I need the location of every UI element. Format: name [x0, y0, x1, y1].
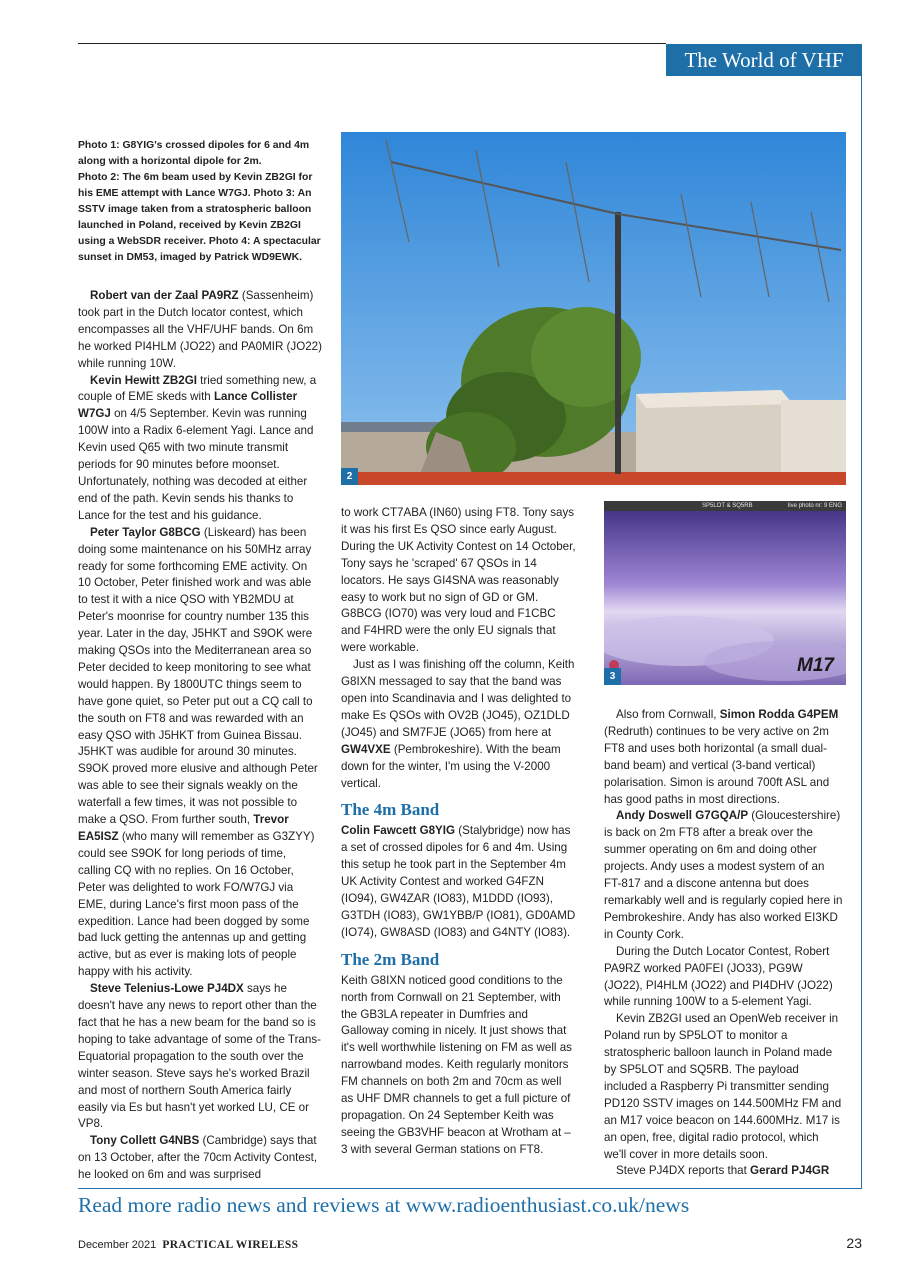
name-trevor: Trevor EA5ISZ: [78, 813, 289, 843]
right-border-line: [861, 76, 862, 1188]
name-robert: Robert van der Zaal PA9RZ: [90, 289, 239, 302]
name-colin: Colin Fawcett G8YIG: [341, 824, 456, 838]
paragraph: Peter Taylor G8BCG (Liskeard) has been doing some maintenance on his 50MHz array ready for some forthcoming EME activity. On 10 October, Peter finished work and was able to test it with a nice QSO with YB2MDU at Peter's moonrise for country number 135 this year. Later in the day, J5HKT and S9OK were making QSOs into the Mediterranean area so Peter decided to keep monitoring to see what would happen. By 1800UTC things seem to have gone quiet, so Peter put out a CQ call to the south on FT8 and was rewarded with an easy QSO with J5HKT from Guinea Bissau. J5HKT was audible for around 30 minutes. S9OK proved more elusive and although Peter was able to see their signals weakly on the waterfall a few times, it was not possible to make a QSO. From further south, Trevor EA5ISZ (who many will remember as G3ZYY) could see S9OK for long periods of time, calling CQ with no replies. On 16 October, Peter was delighted to work FO/W7GJ via EME, during Lance's first moon pass of the expedition. Lance had been dogged by some bad luck getting the antennas up and getting active, but as ever is making lots of people happy with his activity.: [78, 525, 318, 979]
sstv-ticker: [604, 501, 846, 511]
bottom-border-line: [78, 1188, 862, 1189]
issue-date: December 2021: [78, 1239, 157, 1251]
name-simon: Simon Rodda G4PEM: [719, 708, 839, 721]
name-peter: Peter Taylor G8BCG: [90, 525, 201, 539]
paragraph: Kevin Hewitt ZB2GI tried something new, a couple of EME skeds with Lance Collister W7GJ on 4/5 September. Kevin was running 100W into a Radix 6-element Yagi. Lance and Kevin used Q65 with two minute transmit periods for 90 minutes before moonset. Unfortunately, nothing was decoded at either end of the path. Kevin sends his thanks to Lance for the test and his guidance.: [78, 373, 317, 522]
paragraph: Andy Doswell G7GQA/P (Gloucestershire) is back on 2m FT8 after a break over the summer operating on 6m and doing other projects. Andy uses a modest system of an FT-817 and a discone antenna but does remarkably well and is regularly copied here in Pembrokeshire. Andy has also worked EI3KD in County Cork.: [604, 809, 843, 941]
paragraph: to work CT7ABA (IN60) using FT8. Tony says it was his first Es QSO since early August. During the UK Activity Contest on 14 October, Tony says he 'scraped' 67 QSOs in 14 locators. He says GI4SNA was reasonably easy to work but no sign of GD or GM. G8BCG (IO70) was very loud and F1CBC and F4HRD were the only EU signals that were workable.: [341, 506, 576, 655]
name-gw4vxe: GW4VXE: [341, 742, 391, 756]
antenna-photo-illustration: [341, 132, 846, 485]
magazine-name: PRACTICAL WIRELESS: [162, 1239, 299, 1251]
caption-line: Photo 1: G8YIG's crossed dipoles for 6 and 4m along with a horizontal dipole for 2m.: [78, 140, 310, 167]
name-gerard: Gerard PJ4GR: [750, 1164, 830, 1178]
photo-number-badge: 3: [604, 668, 621, 685]
photo-6m-beam: [341, 132, 846, 485]
name-steve: Steve Telenius-Lowe PJ4DX: [90, 982, 244, 996]
name-tony: Tony Collett G4NBS: [90, 1134, 200, 1148]
caption-line: Photo 2: The 6m beam used by Kevin ZB2GI for his EME attempt with Lance W7GJ. Photo 3: An SSTV image taken from a stratospheric balloon launched in Poland, received by Kevin ZB2GI using a WebSDR receiver. Photo 4: A spectacular sunset in DM53, imaged by Patrick WD9EWK.: [78, 172, 321, 263]
paragraph: Steve Telenius-Lowe PJ4DX says he doesn't have any news to report other than the fact that he has a new beam for the band so is hoping to take advantage of some of the Trans-Equatorial propagation to the south over the winter season. Steve says he's worked Brazil and most of northern South America fairly easily via Es but hasn't yet worked LU, CE or VP8.: [78, 982, 321, 1131]
article-column-2: [341, 505, 576, 1159]
paragraph: Robert van der Zaal PA9RZ (Sassenheim) took part in the Dutch locator contest, which encompasses all the VHF/UHF bands. On 6m he worked PI4HLM (JO22) and PA0MIR (JO22) while running 10W.: [78, 289, 322, 370]
paragraph: Tony Collett G4NBS (Cambridge) says that on 13 October, after the 70cm Activity Contest, he looked on 6m and was surprised: [78, 1134, 318, 1182]
page-number: 23: [846, 1235, 862, 1251]
footer-issue-info: [78, 1238, 298, 1252]
photo-sstv-image: [604, 501, 846, 685]
heading-2m-band: The 2m Band: [341, 949, 440, 969]
section-header: The World of VHF: [666, 44, 862, 76]
top-rule: [78, 43, 666, 44]
m17-logo: M17: [797, 655, 834, 676]
paragraph: Kevin ZB2GI used an OpenWeb receiver in Poland run by SP5LOT to monitor a stratospheric balloon launch in Poland made by SP5LOT and SQ5RB. The payload included a Raspberry Pi transmitter sending PD120 SSTV images on 144.500MHz FM and an M17 voice beacon on 144.600MHz. M17 is an open, free, digital radio protocol, which we'll cover in more details soon.: [604, 1012, 842, 1161]
heading-4m-band: The 4m Band: [341, 800, 440, 820]
paragraph: Just as I was finishing off the column, Keith G8IXN messaged to say that the band was open into Scandinavia and I was delighted to make Es QSOs with OV2B (JO45), OZ1DLD (JO45) and SM7FJE (JO65) from here at GW4VXE (Pembrokeshire). With the beam down for the winter, I'm using the V-2000 vertical.: [341, 658, 575, 790]
paragraph: Steve PJ4DX reports that Gerard PJ4GR: [616, 1164, 830, 1178]
name-andy: Andy Doswell G7GQA/P: [616, 809, 749, 823]
article-column-3: [604, 707, 844, 1180]
paragraph: Colin Fawcett G8YIG (Stalybridge) now has a set of crossed dipoles for 6 and 4m. Using this setup he took part in the September 4m UK Activity Contest and worked G4FZN (IO94), GW4ZAR (IO83), M1DDD (IO93), G3TDH (IO83), GW1YBB/P (IO81), GD0AMD (IO74), GW8ASD (IO83) and G4NTY (IO83).: [341, 824, 576, 939]
footer-website-banner: Read more radio news and reviews at www.radioenthusiast.co.uk/news: [78, 1193, 690, 1217]
paragraph: Also from Cornwall, Simon Rodda G4PEM (Redruth) continues to be very active on 2m FT8 and uses both horizontal (a small dual-band beam) and vertical (3-band vertical) polarisation. Simon is around 700ft ASL and has good paths in most directions.: [604, 708, 839, 806]
photo-caption: [78, 138, 323, 266]
ticker-left-text: SP5LOT & SQ5RB: [702, 503, 753, 509]
ticker-right-text: live photo nr: 9 ENG: [787, 503, 842, 509]
article-column-1: [78, 288, 322, 1184]
photo-number-badge: 2: [341, 468, 358, 485]
paragraph: During the Dutch Locator Contest, Robert PA9RZ worked PA0FEI (JO33), PG9W (JO22), PI4HLM (JO22) and PI4DHV (JO22) while running 100W to a 5-element Yagi.: [604, 944, 833, 1009]
name-lance: Lance Collister W7GJ: [78, 390, 298, 421]
paragraph: Keith G8IXN noticed good conditions to the north from Cornwall on 21 September, with the GB3LA repeater in Dumfries and Galloway coming in nicely. It just shows that it's well worthwhile listening on FM as well as narrowband modes. Keith regularly monitors FM channels on both 2m and 70cm as well as UHF DMR channels to get a full picture of propagation. On 24 September Keith was seeing the GB3VHF beacon at Wrotham at –3 with several German stations on FT8.: [341, 973, 572, 1156]
name-kevin: Kevin Hewitt ZB2GI: [90, 373, 197, 387]
